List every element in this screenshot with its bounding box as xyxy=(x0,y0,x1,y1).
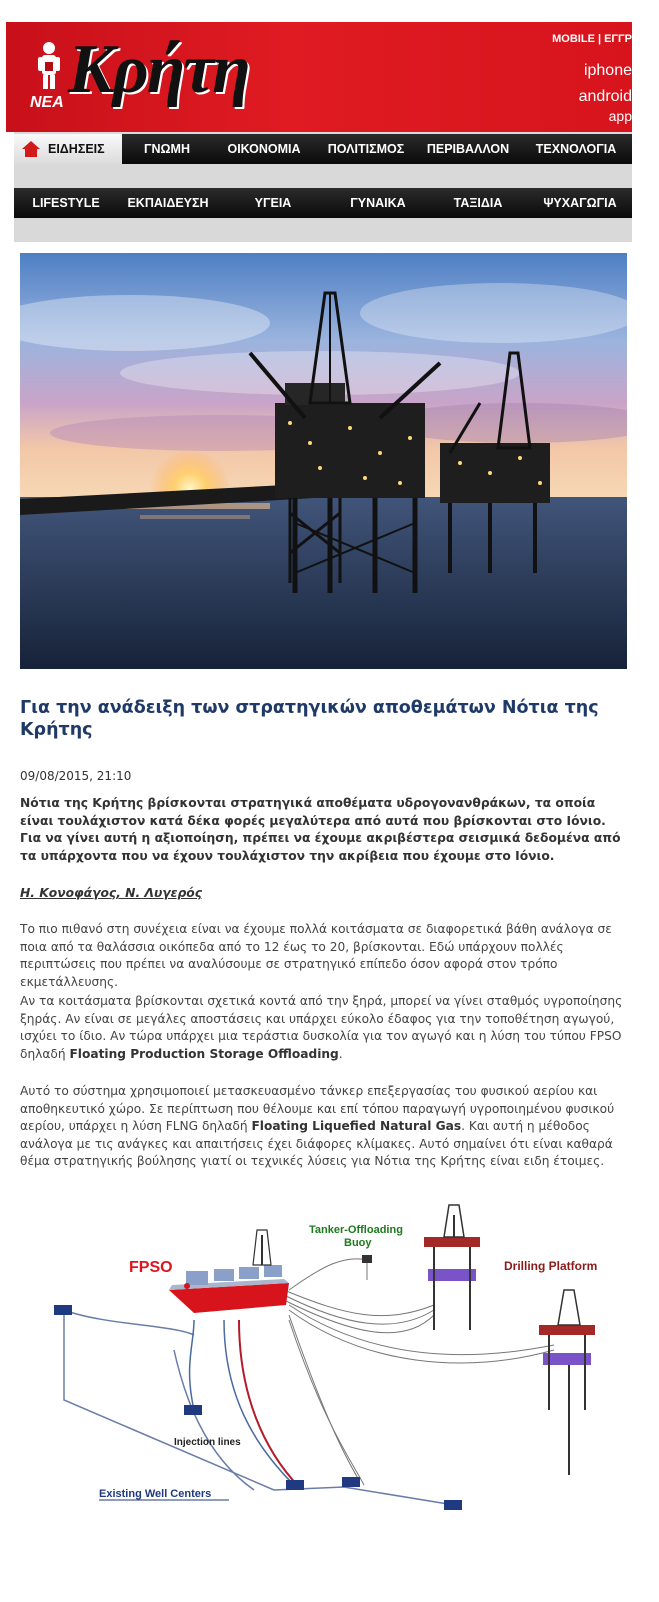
label-existing-wells: Existing Well Centers xyxy=(99,1488,212,1500)
nav-item-label: ΕΙΔΗΣΕΙΣ xyxy=(48,142,105,156)
nav-item-entertainment[interactable]: ΨΥΧΑΓΩΓΙΑ xyxy=(543,196,617,210)
fpso-vessel xyxy=(169,1230,289,1313)
label-buoy-line-2: Buoy xyxy=(344,1237,372,1249)
article-author[interactable]: Η. Κονοφάγος, Ν. Λυγερός xyxy=(20,886,203,900)
article-paragraph-2 xyxy=(20,993,630,1063)
nav-item-health[interactable]: ΥΓΕΙΑ xyxy=(254,196,292,210)
site-logo[interactable] xyxy=(24,31,324,120)
article-title: Για την ανάδειξη των στρατηγικών αποθεμάτων Νότια της Κρήτης xyxy=(20,698,599,740)
paragraph-bold: Floating Production Storage Offloading xyxy=(69,1046,339,1061)
logo-title: Κρήτη xyxy=(68,31,249,108)
top-links[interactable]: MOBILE | ΕΓΓΡ xyxy=(552,33,632,45)
paragraph-text: Αν τα κοιτάσματα βρίσκονται σχετικά κοντά από την ξηρά, μπορεί να γίνει σταθμός υγροποίησης ξηράς. Αν είναι σε μεγάλες αποστάσεις και υπάρχει εύκολο έδαφος για την τοποθέτηση αγωγού, ισχύει το ίδιο. Αν τώρα υπάρχει μια τεράστια δυσκολία για τον αγωγό και η λύση του τύπου FPSO δηλαδή xyxy=(20,994,623,1061)
nav-item-lifestyle[interactable]: LIFESTYLE xyxy=(32,196,100,210)
nav-item-opinion[interactable]: ΓΝΩΜΗ xyxy=(143,142,190,156)
nav-item-technology[interactable]: ΤΕΧΝΟΛΟΓΙΑ xyxy=(535,142,617,156)
app-link-app[interactable]: app xyxy=(608,108,632,124)
label-buoy-line-1: Tanker-Offloading xyxy=(309,1224,403,1236)
article-date: 09/08/2015, 21:10 xyxy=(20,769,132,783)
nav-item-environment[interactable]: ΠΕΡΙΒΑΛΛΟΝ xyxy=(426,142,510,156)
paragraph-end: . xyxy=(338,1046,343,1061)
label-injection-lines: Injection lines xyxy=(174,1437,241,1448)
nav-row-1 xyxy=(14,134,632,164)
app-link-iphone[interactable]: iphone xyxy=(583,62,632,79)
article-paragraph-1: Το πιο πιθανό στη συνέχεια είναι να έχουμε πολλά κοιτάσματα σε διαφορετικά βάθη ανάλογα σε ποια από τα θαλάσσια οικόπεδα από το 12 έως το 20, βρίσκονται. Εδώ υπάρχουν πολλές περιπτώσεις που πρέπει να αναλύσουμε σε στρατηγικό επίπεδο όσον αφορά στον τρόπο εκμετάλλευσης. xyxy=(20,922,612,989)
app-link-android[interactable]: android xyxy=(578,88,632,105)
label-drilling-platform: Drilling Platform xyxy=(504,1259,598,1273)
fpso-diagram xyxy=(24,1195,634,1525)
label-fpso: FPSO xyxy=(129,1259,173,1276)
paragraph-end: . Και αυτή η μέθοδος ανάλογα με τις ανάγκες και απαιτήσεις έχει διάφορες κλίμακες. Αυτό σημαίνει ότι είναι καθαρά θέμα στρατηγικής βούλησης γιατί οι τεχνικές λύσεις για Νότια της Κρήτης είναι ειδη έτοιμες. xyxy=(20,1119,613,1169)
hero-image xyxy=(20,253,627,669)
nav-item-economy[interactable]: ΟΙΚΟΝΟΜΙΑ xyxy=(227,142,301,156)
nav-item-travel[interactable]: ΤΑΞΙΔΙΑ xyxy=(453,196,503,210)
paragraph-text: Αυτό το σύστημα χρησιμοποιεί μετασκευασμένο τάνκερ επεξεργασίας του φυσικού αερίου και αποθηκευτικό χώρο. Σε περίπτωση που θέλουμε και επί τόπου παραγωγή υγροποιημένου φυσικού αερίου, υπάρχει η λύση FLNG δηλαδή xyxy=(20,1084,615,1134)
article-paragraph-3 xyxy=(20,1083,630,1171)
logo-prefix: ΝΕΑ xyxy=(30,94,64,111)
home-icon xyxy=(22,141,40,157)
drilling-platform-right xyxy=(539,1290,595,1475)
mascot-icon xyxy=(34,40,64,92)
paragraph-bold: Floating Liquefied Natural Gas xyxy=(251,1119,462,1134)
nav-item-culture[interactable]: ΠΟΛΙΤΙΣΜΟΣ xyxy=(327,142,405,156)
article-lead: Νότια της Κρήτης βρίσκονται στρατηγικά αποθέματα υδρογονανθράκων, τα οποία είναι τουλάχιστον κατά δέκα φορές μεγαλύτερα από αυτά που βρίσκονται στο Ιόνιο. Για να γίνει αυτή η αξιοποίηση, πρέπει να έχουμε ακριβέστερα σεισμικά δεδομένα από τα υπάρχοντα που να έχουν τουλάχιστον την ακρίβεια που έχουμε στο Ιόνιο. xyxy=(20,796,621,863)
nav-item-education[interactable]: ΕΚΠΑΙΔΕΥΣΗ xyxy=(127,196,209,210)
site-header xyxy=(6,22,632,132)
nav-row-2 xyxy=(14,188,632,218)
nav-item-news[interactable] xyxy=(14,134,122,164)
nav-item-woman[interactable]: ΓΥΝΑΙΚΑ xyxy=(350,196,406,210)
main-navigation xyxy=(14,132,632,242)
offloading-buoy xyxy=(362,1255,372,1280)
